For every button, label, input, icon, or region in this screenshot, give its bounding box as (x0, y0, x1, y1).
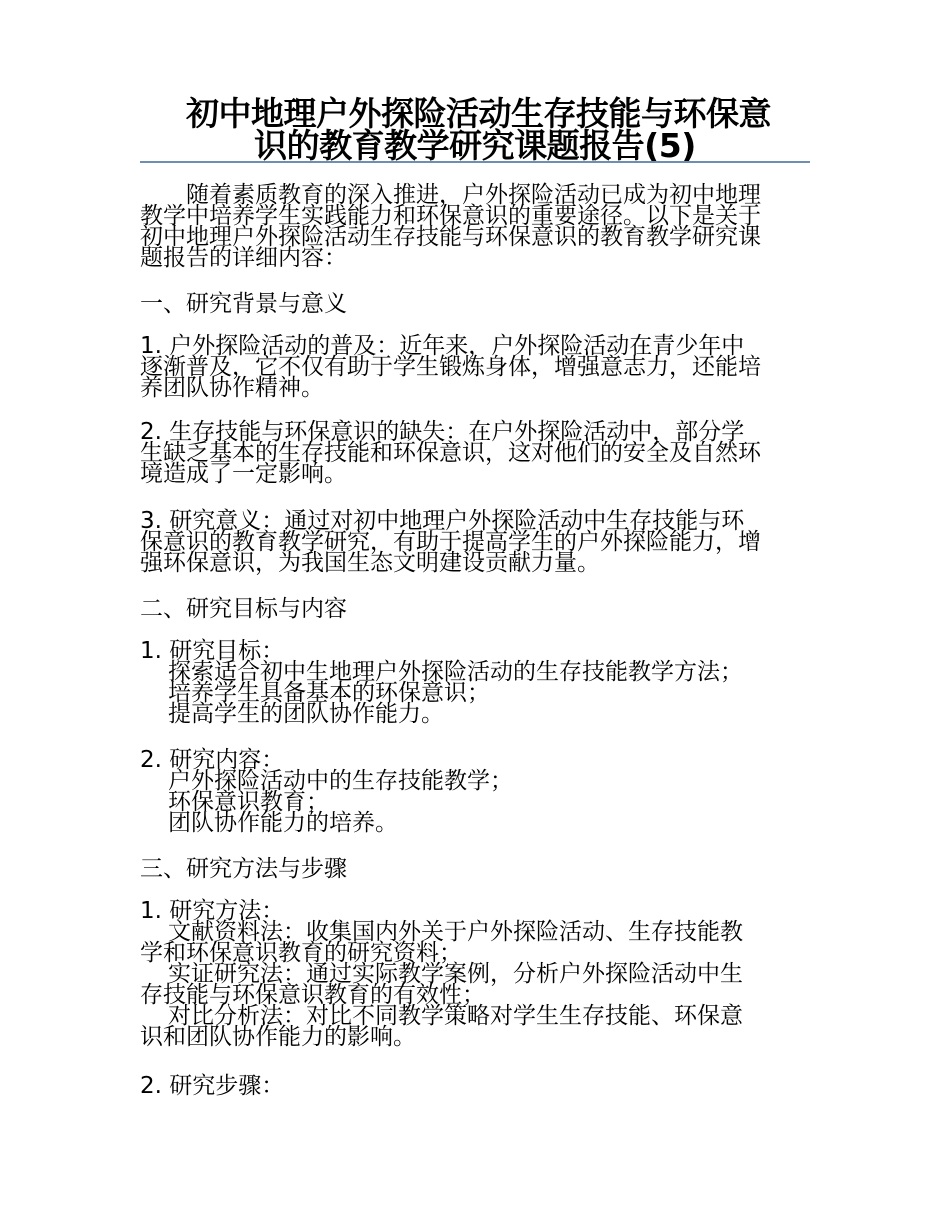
section-heading: 三、研究方法与步骤 (140, 856, 347, 882)
document-title (140, 94, 810, 165)
text-line: 2. 研究步骤： (140, 1073, 285, 1099)
list-item: 团队协作能力的培养。 (168, 810, 398, 836)
text-line: 逐渐普及，它不仅有助于学生锻炼身体，增强意志力，还能培 (140, 354, 761, 380)
section-heading: 二、研究目标与内容 (140, 596, 347, 622)
text-line: 1. 研究目标： (140, 638, 285, 664)
paragraph (140, 333, 810, 401)
text-line: 文献资料法：收集国内外关于户外探险活动、生存技能教 (168, 919, 743, 945)
paragraph (140, 747, 810, 836)
text-line: 对比分析法：对比不同教学策略对学生生存技能、环保意 (168, 1003, 743, 1029)
text-line: 1. 户外探险活动的普及：近年来，户外探险活动在青少年中 (140, 333, 745, 359)
list-item: 户外探险活动中的生存技能教学； (168, 768, 513, 794)
list-item: 提高学生的团队协作能力。 (168, 701, 444, 727)
text-line: 随着素质教育的深入推进，户外探险活动已成为初中地理 (186, 182, 761, 208)
intro-paragraph (140, 182, 810, 271)
text-line: 学和环保意识教育的研究资料； (140, 940, 462, 966)
text-line: 境造成了一定影响。 (140, 461, 347, 487)
text-line: 教学中培养学生实践能力和环保意识的重要途径。以下是关于 (140, 203, 761, 229)
text-line: 2. 生存技能与环保意识的缺失：在户外探险活动中，部分学 (140, 419, 745, 445)
list-item: 培养学生具备基本的环保意识； (168, 680, 490, 706)
paragraph (140, 508, 810, 576)
list-item: 探索适合初中生地理户外探险活动的生存技能教学方法； (168, 659, 743, 685)
paragraph (140, 898, 810, 1050)
title-line: 识的教育教学研究课题报告(5) (254, 126, 696, 165)
text-line: 3. 研究意义：通过对初中地理户外探险活动中生存技能与环 (140, 508, 745, 534)
text-line: 强环保意识，为我国生态文明建设贡献力量。 (140, 550, 600, 576)
paragraph (140, 419, 810, 487)
text-line: 题报告的详细内容： (140, 245, 347, 271)
text-line: 1. 研究方法： (140, 898, 285, 924)
text-line: 生缺乏基本的生存技能和环保意识，这对他们的安全及自然环 (140, 440, 761, 466)
text-line: 养团队协作精神。 (140, 375, 324, 401)
text-line: 2. 研究内容： (140, 747, 285, 773)
text-line: 初中地理户外探险活动生存技能与环保意识的教育教学研究课 (140, 224, 761, 250)
section-heading: 一、研究背景与意义 (140, 291, 347, 317)
title-underline (140, 161, 810, 163)
text-line: 保意识的教育教学研究，有助于提高学生的户外探险能力，增 (140, 529, 761, 555)
title-line: 初中地理户外探险活动生存技能与环保意 (186, 94, 771, 133)
text-line: 识和团队协作能力的影响。 (140, 1024, 416, 1050)
paragraph (140, 638, 810, 727)
text-line: 存技能与环保意识教育的有效性； (140, 982, 485, 1008)
text-line: 实证研究法：通过实际教学案例，分析户外探险活动中生 (168, 961, 743, 987)
paragraph (140, 1073, 810, 1099)
list-item: 环保意识教育； (168, 789, 329, 815)
